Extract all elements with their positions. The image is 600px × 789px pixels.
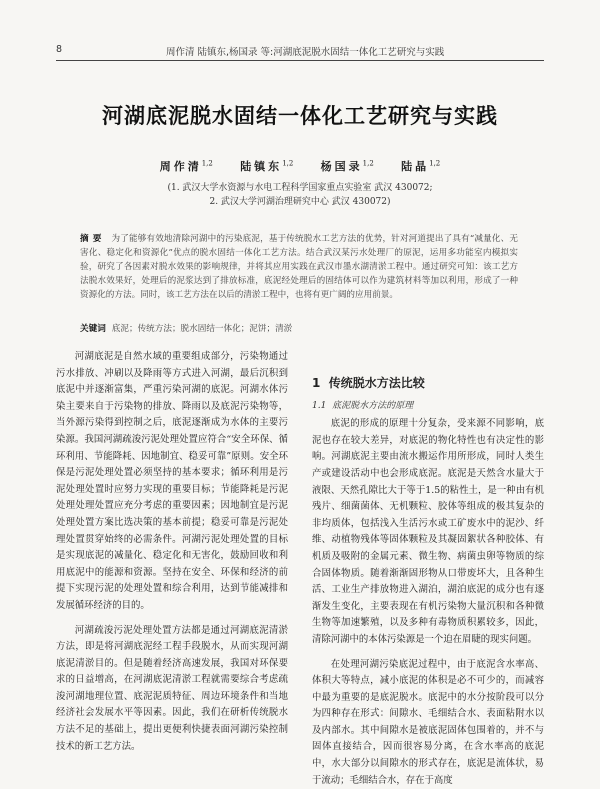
keywords xyxy=(80,322,518,334)
author-list xyxy=(0,158,600,174)
subsection-number: 1.1 xyxy=(312,401,326,411)
body-paragraph: 底泥的形成的原理十分复杂，受来源不同影响，底泥也存在较大差异，对底泥的物化特性也有决定性的影响。河湖底泥主要由流水搬运作用所形成，同时人类生产或建设活动中也会形成底泥。底泥是天然含水量大于液限、天然孔隙比大于等于1.5的粘性土，是一种由有机残片、细菌菌体、无机颗粒、胶体等组成的极其复杂的非均质体，包括浅入生活污水或工矿废水中的泥沙、纤维、动植物残体等固体颗粒及其凝固絮状各种胶体、有机质及吸附的金属元素、微生物、病菌虫卵等物质的综合固体物质。随着渐渐固形物从口带废坏大，且各种生活、工业生产排放物进入湖泊，湖泊底泥的成分也有逐渐发生变化，主要表现在有机污染物大量沉积和各种微生物等加速繁殖，以及多种有毒物质积累较多，因此，清除河湖中的本体污染源是一个迫在眉睫的现实问题。 xyxy=(312,416,544,648)
running-title: 周作清 陆镇东,杨国录 等:河湖底泥脱水固结一体化工艺研究与实践 xyxy=(166,44,444,58)
right-column xyxy=(312,349,544,789)
body-paragraph: 河湖底泥是自然水域的重要组成部分，污染物通过污水排放、冲刷以及降雨等方式进入河湖，最后沉积到底泥中并逐渐富集，严重污染河湖的底泥。河湖水体污染主要来自于污染物的排放、降雨以及底泥污染物等，当外源污染得到控制之后，底泥逐渐成为水体的主要污染源。我国河湖疏浚污泥处理处置应符合“安全环保、循环利用、节能降耗、因地制宜、稳妥可靠”原则。安全环保是污泥处理处置必须坚持的基本要求；循环利用是污泥处理处置时应努力实现的重要目标；节能降耗是污泥处理处理处置应充分考虑的重要因素；因地制宜是污泥处理处置方案比选决策的基本前提；稳妥可靠是污泥处理处置贯穿始终的必需条件。河湖污泥处理处置的目标是实现底泥的减量化、稳定化和无害化，鼓励回收和利用底泥中的能源和资源。坚持在安全、环保和经济的前提下实现污泥的处理处置和综合利用，达到节能减排和发展循环经济的目的。 xyxy=(56,349,288,615)
section-heading xyxy=(312,375,544,392)
body-paragraph: 在处理河湖污染底泥过程中，由于底泥含水率高、体积大等特点，减小底泥的体积是必不可少的，而减容中最为重要的是底泥脱水。底泥中的水分按阶段可以分为四种存在形式：间隙水、毛细结合水、表面粘附水以及内部水。其中间隙水是被底泥固体包围着的，并不与固体直接结合，因而很容易分离，在含水率高的底泥中，水大部分以间隙水的形式存在，底泥是流体状，易于流动；毛细结合水，存在于高度 xyxy=(312,657,544,789)
section-number: 1 xyxy=(312,376,320,390)
author-name: 陆镇东 xyxy=(240,160,282,173)
author-name: 周作清 xyxy=(160,160,202,173)
keywords-text: 底泥；传统方法；脱水固结一体化；泥饼；清淤 xyxy=(112,324,292,334)
author-sup: 1,2 xyxy=(282,159,293,167)
affiliation-2: 2. 武汉大学河湖治理研究中心 武汉 430072) xyxy=(0,194,600,207)
author-sup: 1,2 xyxy=(202,159,213,167)
running-header xyxy=(56,44,544,60)
subsection-heading xyxy=(312,398,544,415)
author-name: 陆晶 xyxy=(401,160,429,173)
abstract-label: 摘要 xyxy=(80,234,105,244)
subsection-title: 底泥脱水方法的原理 xyxy=(332,401,413,411)
left-column xyxy=(56,349,288,755)
header-rule xyxy=(56,60,544,61)
abstract xyxy=(80,232,518,302)
affiliation-1: (1. 武汉大学水资源与水电工程科学国家重点实验室 武汉 430072; xyxy=(0,180,600,193)
paper-title: 河湖底泥脱水固结一体化工艺研究与实践 xyxy=(0,100,600,130)
abstract-text: 为了能够有效地清除河湖中的污染底泥，基于传统脱水工艺方法的优势，针对河道提出了具有“减量化、无害化、稳定化和资源化”优点的脱水固结一体化工艺方法。结合武汉某污水处理厂的原泥，运用多功能室内模拟实验，研究了各因素对脱水效果的影响规律，并将其应用实践在武汉市墨水湖清淤工程中。通过研究可知：该工艺方法脱水效果好，处理后的泥浆达到了排放标准，底泥经处理后的固结体可以作为建筑材料等加以利用，形成了一种资源化的方法。同时，该工艺方法在以后的清淤工程中，也将有更广阔的应用前景。 xyxy=(80,234,518,300)
author-name: 杨国录 xyxy=(321,160,363,173)
section-title: 传统脱水方法比较 xyxy=(329,376,425,390)
author-sup: 1,2 xyxy=(363,159,374,167)
author-sup: 1,2 xyxy=(429,159,440,167)
keywords-label: 关键词 xyxy=(80,324,106,334)
body-paragraph: 河湖疏浚污泥处理处置方法都是通过河湖底泥清淤方法，即是将河湖底泥经工程手段脱水，从而实现河湖底泥清淤目的。但是随着经济高速发展，我国对环保要求的日益增高，在河湖底泥清淤工程就需要综合考虑疏浚河湖地理位置、底泥泥质特征、周边环境条件和当地经济社会发展水平等因素。因此，我们在研析传统脱水方法不足的基础上，提出更便利快捷表面河湖污染控制技术的新工艺方法。 xyxy=(56,623,288,756)
page-number: 8 xyxy=(56,44,62,55)
